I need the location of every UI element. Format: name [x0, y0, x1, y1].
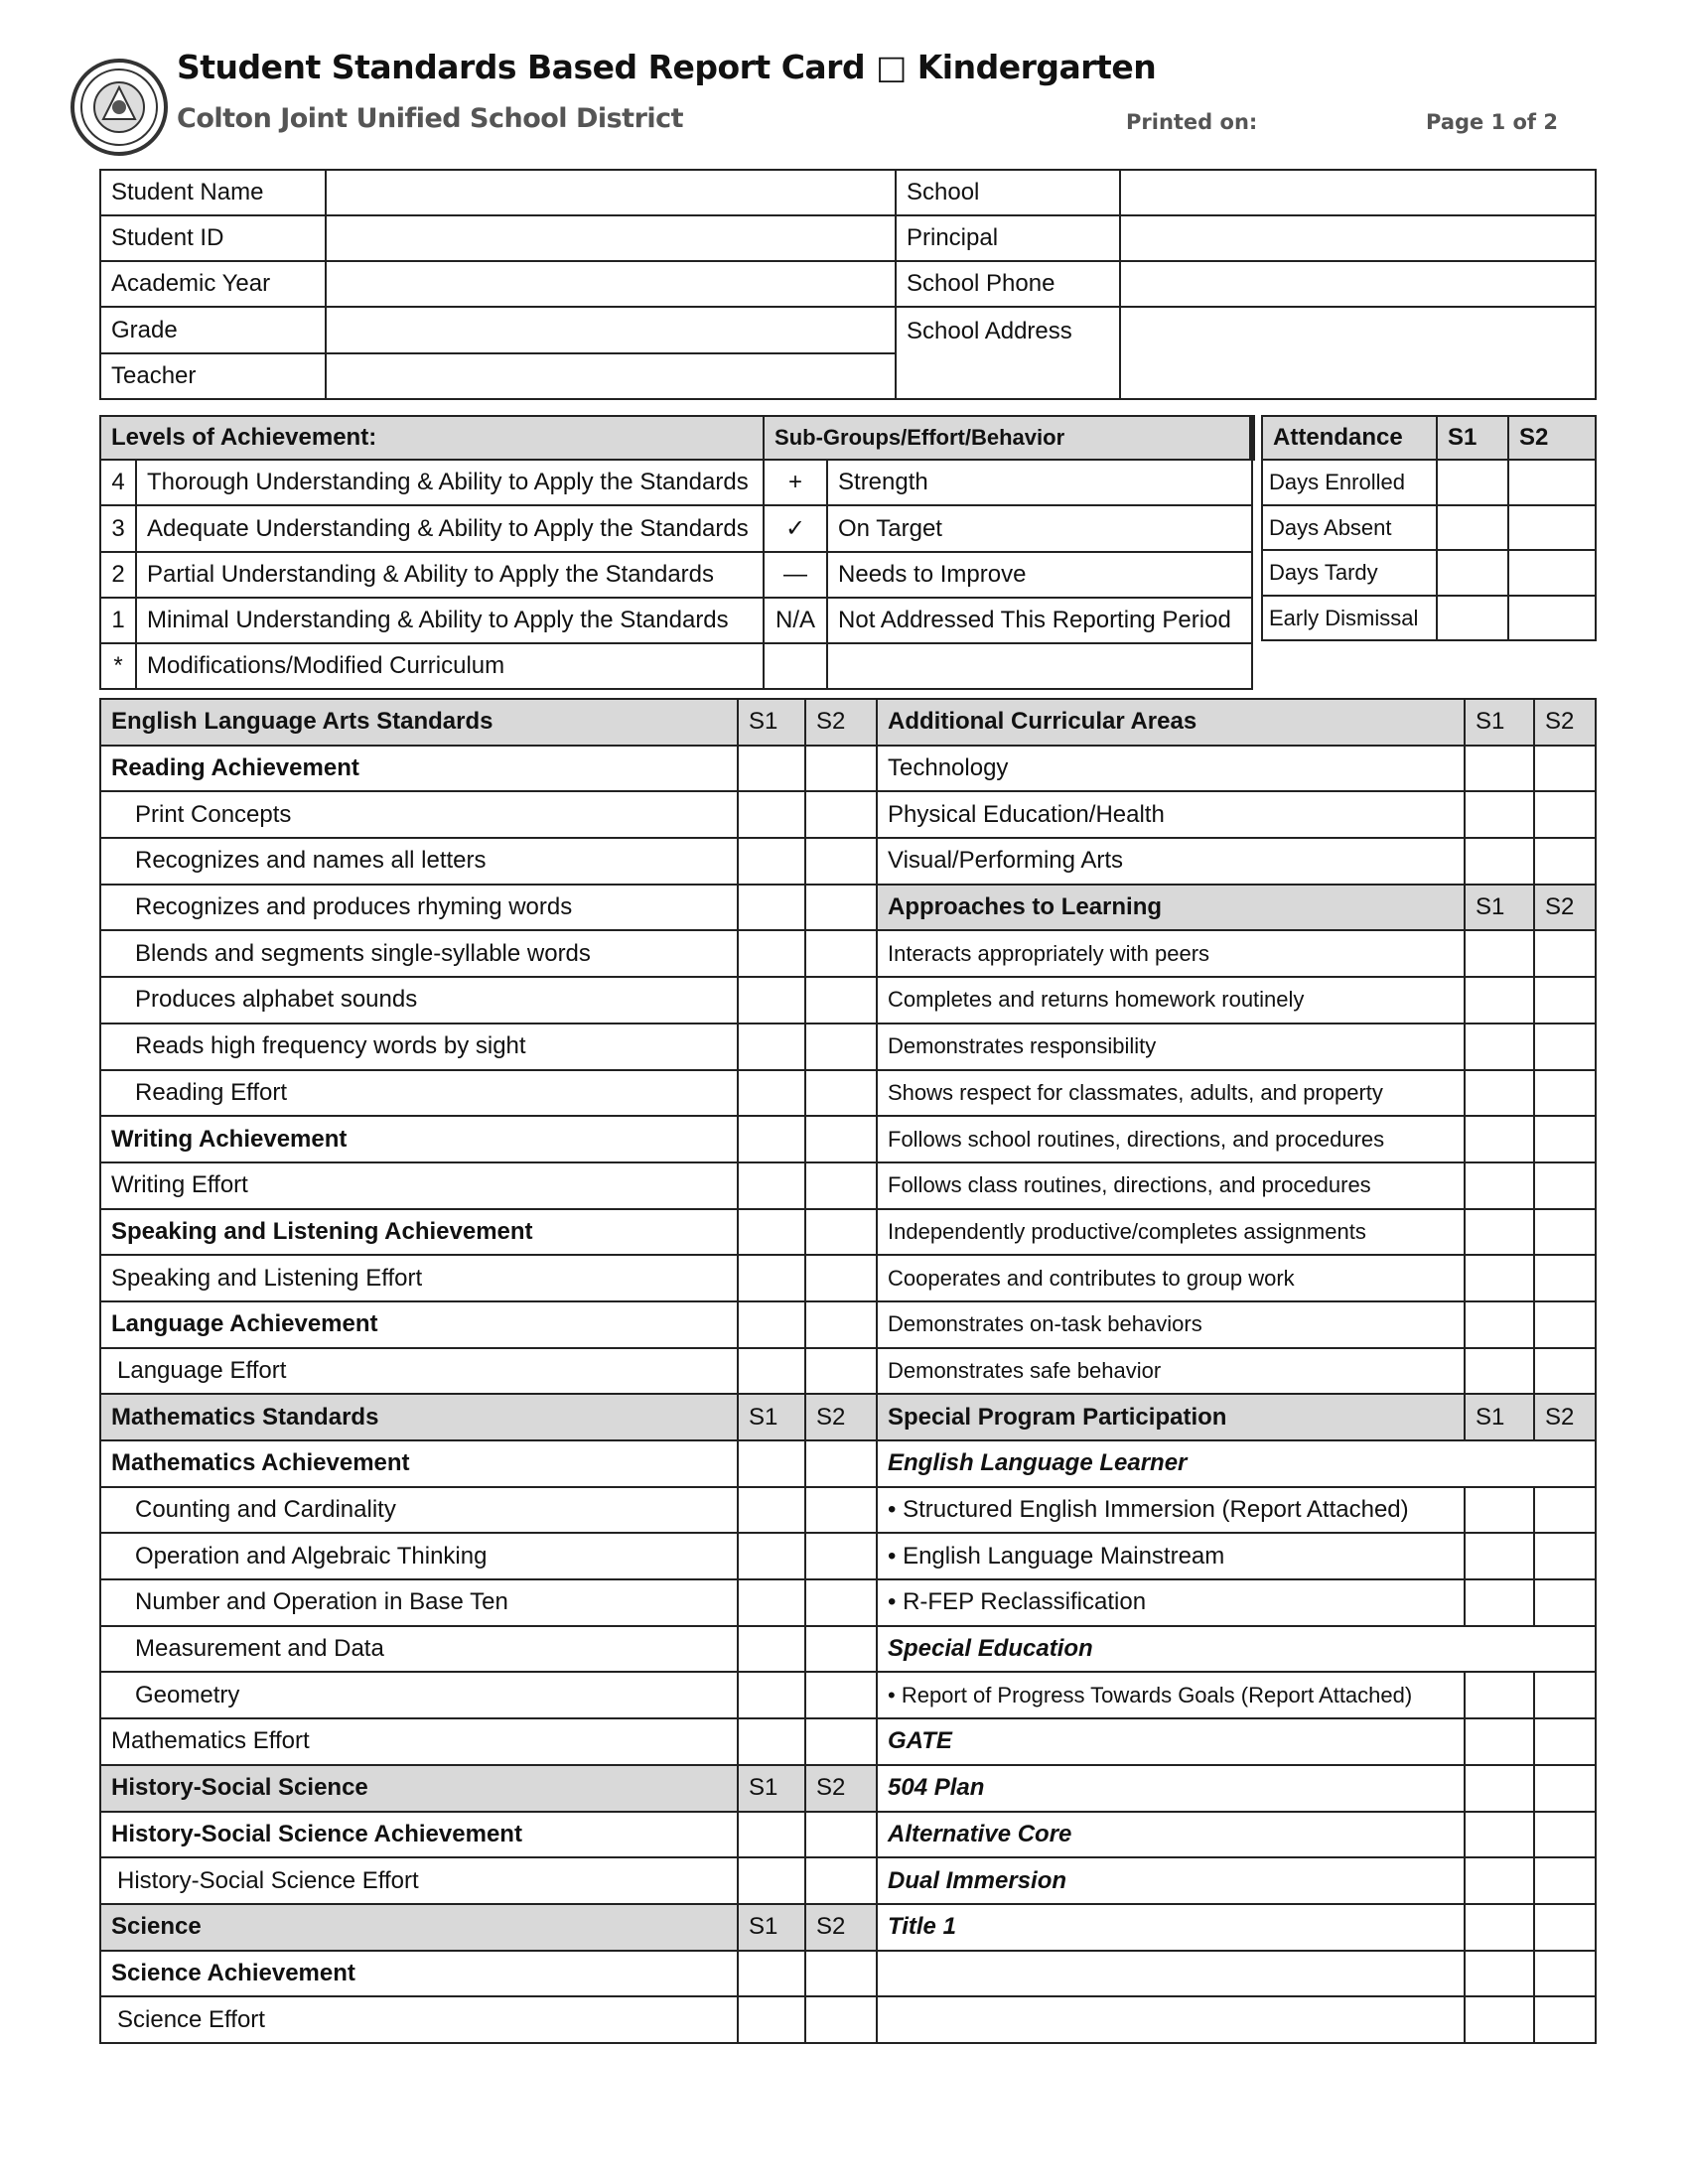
s2-grade-cell[interactable] — [1534, 1255, 1596, 1301]
standard-label: Alternative Core — [877, 1812, 1465, 1858]
math-header: Mathematics Standards — [100, 1394, 738, 1440]
s1-grade-cell[interactable] — [1465, 1533, 1534, 1579]
s2-grade-cell[interactable] — [1534, 1209, 1596, 1256]
s1-grade-cell[interactable] — [1465, 1255, 1534, 1301]
s1-header: S1 — [1465, 885, 1534, 931]
s2-header: S2 — [805, 1904, 877, 1951]
approaches-header: Approaches to Learning — [877, 885, 1465, 931]
standard-label: History-Social Science Achievement — [100, 1812, 738, 1858]
s1-grade-cell[interactable] — [738, 1162, 805, 1209]
standard-label: Dual Immersion — [877, 1857, 1465, 1904]
standard-label: Print Concepts — [100, 791, 738, 838]
s1-grade-cell[interactable] — [1465, 930, 1534, 977]
s2-header: S2 — [1534, 1394, 1596, 1440]
page-title: Student Standards Based Report Card □ Kindergarten — [177, 48, 1157, 86]
checkmark-icon: ✓ — [764, 505, 827, 552]
standard-label: Language Effort — [100, 1348, 738, 1395]
level-number: 3 — [100, 505, 136, 552]
label-student-id: Student ID — [100, 215, 326, 261]
standard-label: Mathematics Effort — [100, 1718, 738, 1765]
subgroups-title: Sub-Groups/Effort/Behavior — [764, 416, 1252, 460]
s1-cell[interactable] — [1437, 596, 1508, 640]
s2-header: S2 — [805, 1765, 877, 1812]
level-number: * — [100, 643, 136, 689]
label-school-phone: School Phone — [896, 261, 1120, 307]
s1-grade-cell[interactable] — [738, 1440, 805, 1487]
standard-label: Demonstrates safe behavior — [877, 1348, 1465, 1395]
s1-grade-cell[interactable] — [1465, 1116, 1534, 1162]
s1-grade-cell[interactable] — [738, 1255, 805, 1301]
s2-cell[interactable] — [1508, 550, 1596, 596]
s2-grade-cell[interactable] — [1534, 746, 1596, 792]
standard-label: • Report of Progress Towards Goals (Report Attached) — [877, 1672, 1465, 1718]
level-description: Thorough Understanding & Ability to Apply the Standards — [136, 460, 764, 505]
s1-grade-cell[interactable] — [1465, 1765, 1534, 1812]
s2-grade-cell[interactable] — [1534, 1579, 1596, 1626]
standard-label: Recognizes and names all letters — [100, 838, 738, 885]
s2-grade-cell[interactable] — [805, 1718, 877, 1765]
s1-grade-cell[interactable] — [1465, 1951, 1534, 1997]
s1-header: S1 — [1465, 1394, 1534, 1440]
s2-grade-cell[interactable] — [805, 1996, 877, 2043]
s1-grade-cell[interactable] — [738, 838, 805, 885]
s1-grade-cell[interactable] — [1465, 746, 1534, 792]
standard-label: Geometry — [100, 1672, 738, 1718]
s2-grade-cell[interactable] — [1534, 1904, 1596, 1951]
hss-header: History-Social Science — [100, 1765, 738, 1812]
level-description: Adequate Understanding & Ability to Apply the Standards — [136, 505, 764, 552]
label-academic-year: Academic Year — [100, 261, 326, 307]
s2-grade-cell[interactable] — [805, 1626, 877, 1673]
printed-on-label: Printed on: — [1126, 110, 1258, 134]
standard-label: Visual/Performing Arts — [877, 838, 1465, 885]
s1-grade-cell[interactable] — [1465, 1024, 1534, 1070]
s1-grade-cell[interactable] — [738, 1857, 805, 1904]
s2-grade-cell[interactable] — [805, 885, 877, 931]
standard-label: Mathematics Achievement — [100, 1440, 738, 1487]
field-student-id[interactable] — [326, 215, 896, 261]
label-school: School — [896, 170, 1120, 215]
s2-header: S2 — [1534, 699, 1596, 746]
s1-grade-cell[interactable] — [738, 1996, 805, 2043]
s1-grade-cell[interactable] — [1465, 1070, 1534, 1117]
district-name: Colton Joint Unified School District — [177, 103, 684, 134]
s2-grade-cell[interactable] — [805, 1024, 877, 1070]
attendance-table — [1261, 415, 1597, 641]
s2-grade-cell[interactable] — [1534, 791, 1596, 838]
attendance-days-absent: Days Absent — [1262, 505, 1437, 550]
s2-grade-cell[interactable] — [1534, 930, 1596, 977]
standard-label: Independently productive/completes assignments — [877, 1209, 1465, 1256]
standard-label: History-Social Science Effort — [100, 1857, 738, 1904]
s1-grade-cell[interactable] — [1465, 1904, 1534, 1951]
standard-label: Completes and returns homework routinely — [877, 977, 1465, 1024]
s2-grade-cell[interactable] — [1534, 1857, 1596, 1904]
s1-grade-cell[interactable] — [738, 930, 805, 977]
ela-header: English Language Arts Standards — [100, 699, 738, 746]
standard-label: Recognizes and produces rhyming words — [100, 885, 738, 931]
standard-label: Number and Operation in Base Ten — [100, 1579, 738, 1626]
s2-grade-cell[interactable] — [1534, 1996, 1596, 2043]
s1-grade-cell[interactable] — [1465, 1672, 1534, 1718]
s1-header: S1 — [738, 1765, 805, 1812]
standard-label: Shows respect for classmates, adults, and property — [877, 1070, 1465, 1117]
s2-grade-cell[interactable] — [805, 977, 877, 1024]
attendance-days-enrolled: Days Enrolled — [1262, 460, 1437, 505]
s2-cell[interactable] — [1508, 596, 1596, 640]
s2-header: S2 — [1534, 885, 1596, 931]
standard-label: Physical Education/Health — [877, 791, 1465, 838]
behavior-description: Strength — [827, 460, 1252, 505]
s1-grade-cell[interactable] — [1465, 1996, 1534, 2043]
s2-grade-cell[interactable] — [805, 1579, 877, 1626]
field-school-phone[interactable] — [1120, 261, 1596, 307]
standards-grades-table — [99, 698, 878, 2044]
standard-label: GATE — [877, 1718, 1465, 1765]
s2-grade-cell[interactable] — [1534, 838, 1596, 885]
field-school[interactable] — [1120, 170, 1596, 215]
level-description: Minimal Understanding & Ability to Apply the Standards — [136, 598, 764, 643]
behavior-description: Not Addressed This Reporting Period — [827, 598, 1252, 643]
levels-title: Levels of Achievement: — [100, 416, 764, 460]
label-teacher: Teacher — [100, 353, 326, 399]
standard-label: Operation and Algebraic Thinking — [100, 1533, 738, 1579]
s1-header: S1 — [738, 1394, 805, 1440]
special-header: Special Program Participation — [877, 1394, 1465, 1440]
standard-label: • English Language Mainstream — [877, 1533, 1465, 1579]
s1-grade-cell[interactable] — [738, 1301, 805, 1348]
field-principal[interactable] — [1120, 215, 1596, 261]
behavior-symbol: N/A — [764, 598, 827, 643]
s1-cell[interactable] — [1437, 460, 1508, 505]
s2-grade-cell[interactable] — [1534, 1070, 1596, 1117]
s2-grade-cell[interactable] — [1534, 1116, 1596, 1162]
s1-grade-cell[interactable] — [738, 791, 805, 838]
s1-grade-cell[interactable] — [738, 1116, 805, 1162]
s2-grade-cell[interactable] — [805, 1812, 877, 1858]
level-number: 2 — [100, 552, 136, 598]
s1-grade-cell[interactable] — [1465, 1812, 1534, 1858]
standard-label: Science Achievement — [100, 1951, 738, 1997]
standard-label: Follows class routines, directions, and procedures — [877, 1162, 1465, 1209]
standard-label: Title 1 — [877, 1904, 1465, 1951]
behavior-symbol — [764, 643, 827, 689]
s2-grade-cell[interactable] — [805, 1116, 877, 1162]
s2-grade-cell[interactable] — [805, 746, 877, 792]
s2-grade-cell[interactable] — [805, 1440, 877, 1487]
section-subheading: Special Education — [877, 1626, 1596, 1673]
standard-label: Language Achievement — [100, 1301, 738, 1348]
additional-areas-table — [876, 698, 1597, 2044]
s1-grade-cell[interactable] — [1465, 1162, 1534, 1209]
science-header: Science — [100, 1904, 738, 1951]
s1-grade-cell[interactable] — [738, 1812, 805, 1858]
behavior-description — [827, 643, 1252, 689]
label-school-address: School Address — [896, 307, 1120, 399]
field-school-address[interactable] — [1120, 307, 1596, 399]
field-academic-year[interactable] — [326, 261, 896, 307]
standard-label: Produces alphabet sounds — [100, 977, 738, 1024]
s1-grade-cell[interactable] — [1465, 838, 1534, 885]
attendance-title: Attendance — [1262, 416, 1437, 460]
s1-grade-cell[interactable] — [738, 1070, 805, 1117]
s1-grade-cell[interactable] — [738, 1533, 805, 1579]
s1-grade-cell[interactable] — [1465, 1579, 1534, 1626]
levels-legend-table — [99, 415, 1255, 690]
level-number: 4 — [100, 460, 136, 505]
s2-grade-cell[interactable] — [1534, 1533, 1596, 1579]
label-principal: Principal — [896, 215, 1120, 261]
attendance-early-dismissal: Early Dismissal — [1262, 596, 1437, 640]
standard-label: Interacts appropriately with peers — [877, 930, 1465, 977]
s2-grade-cell[interactable] — [1534, 977, 1596, 1024]
s1-grade-cell[interactable] — [738, 1672, 805, 1718]
s2-header: S2 — [805, 1394, 877, 1440]
additional-header: Additional Curricular Areas — [877, 699, 1465, 746]
s1-grade-cell[interactable] — [738, 1579, 805, 1626]
level-description: Modifications/Modified Curriculum — [136, 643, 764, 689]
field-student-name[interactable] — [326, 170, 896, 215]
s1-grade-cell[interactable] — [1465, 1301, 1534, 1348]
district-seal-logo — [70, 58, 169, 157]
s1-grade-cell[interactable] — [738, 1024, 805, 1070]
standard-label: Cooperates and contributes to group work — [877, 1255, 1465, 1301]
s1-grade-cell[interactable] — [738, 977, 805, 1024]
standard-label: Speaking and Listening Achievement — [100, 1209, 738, 1256]
s2-grade-cell[interactable] — [1534, 1812, 1596, 1858]
s2-grade-cell[interactable] — [1534, 1951, 1596, 1997]
s2-grade-cell[interactable] — [805, 791, 877, 838]
behavior-description: Needs to Improve — [827, 552, 1252, 598]
s1-header: S1 — [738, 699, 805, 746]
s1-grade-cell[interactable] — [738, 1951, 805, 1997]
standard-label: Science Effort — [100, 1996, 738, 2043]
standard-label: Reading Effort — [100, 1070, 738, 1117]
s1-header: S1 — [1437, 416, 1508, 460]
s2-grade-cell[interactable] — [1534, 1487, 1596, 1534]
standard-label — [877, 1951, 1465, 1997]
s2-grade-cell[interactable] — [805, 1487, 877, 1534]
s2-grade-cell[interactable] — [1534, 1301, 1596, 1348]
s2-cell[interactable] — [1508, 505, 1596, 550]
level-description: Partial Understanding & Ability to Apply the Standards — [136, 552, 764, 598]
field-grade[interactable] — [326, 307, 896, 353]
standard-label: • Structured English Immersion (Report Attached) — [877, 1487, 1465, 1534]
standard-label: Reading Achievement — [100, 746, 738, 792]
s2-grade-cell[interactable] — [805, 1672, 877, 1718]
s1-grade-cell[interactable] — [1465, 1209, 1534, 1256]
s2-grade-cell[interactable] — [805, 838, 877, 885]
s2-grade-cell[interactable] — [805, 1255, 877, 1301]
s1-grade-cell[interactable] — [1465, 1718, 1534, 1765]
standard-label: Measurement and Data — [100, 1626, 738, 1673]
s2-grade-cell[interactable] — [805, 1348, 877, 1395]
field-teacher[interactable] — [326, 353, 896, 399]
label-grade: Grade — [100, 307, 326, 353]
label-student-name: Student Name — [100, 170, 326, 215]
s2-header: S2 — [805, 699, 877, 746]
standard-label — [877, 1996, 1465, 2043]
section-subheading: English Language Learner — [877, 1440, 1596, 1487]
s1-cell[interactable] — [1437, 505, 1508, 550]
s2-grade-cell[interactable] — [1534, 1348, 1596, 1395]
level-number: 1 — [100, 598, 136, 643]
s1-grade-cell[interactable] — [1465, 1857, 1534, 1904]
standard-label: • R-FEP Reclassification — [877, 1579, 1465, 1626]
s2-grade-cell[interactable] — [1534, 1765, 1596, 1812]
s2-grade-cell[interactable] — [1534, 1672, 1596, 1718]
standard-label: Writing Achievement — [100, 1116, 738, 1162]
s2-grade-cell[interactable] — [805, 1301, 877, 1348]
standard-label: Speaking and Listening Effort — [100, 1255, 738, 1301]
s1-grade-cell[interactable] — [738, 1718, 805, 1765]
s1-grade-cell[interactable] — [1465, 1487, 1534, 1534]
behavior-symbol: — — [764, 552, 827, 598]
s2-grade-cell[interactable] — [805, 1162, 877, 1209]
standard-label: Writing Effort — [100, 1162, 738, 1209]
s1-grade-cell[interactable] — [738, 1487, 805, 1534]
page-number: Page 1 of 2 — [1426, 110, 1558, 134]
s1-grade-cell[interactable] — [1465, 791, 1534, 838]
standard-label: Reads high frequency words by sight — [100, 1024, 738, 1070]
behavior-description: On Target — [827, 505, 1252, 552]
standard-label: Demonstrates on-task behaviors — [877, 1301, 1465, 1348]
standard-label: Demonstrates responsibility — [877, 1024, 1465, 1070]
standard-label: Technology — [877, 746, 1465, 792]
s2-grade-cell[interactable] — [805, 1857, 877, 1904]
s1-grade-cell[interactable] — [738, 1348, 805, 1395]
standard-label: 504 Plan — [877, 1765, 1465, 1812]
s2-grade-cell[interactable] — [1534, 1162, 1596, 1209]
standard-label: Follows school routines, directions, and procedures — [877, 1116, 1465, 1162]
s1-header: S1 — [738, 1904, 805, 1951]
s2-grade-cell[interactable] — [805, 1951, 877, 1997]
s1-grade-cell[interactable] — [1465, 977, 1534, 1024]
s2-grade-cell[interactable] — [805, 1070, 877, 1117]
s1-grade-cell[interactable] — [738, 1626, 805, 1673]
s1-grade-cell[interactable] — [738, 746, 805, 792]
attendance-days-tardy: Days Tardy — [1262, 550, 1437, 596]
student-info-table — [99, 169, 1597, 400]
standard-label: Counting and Cardinality — [100, 1487, 738, 1534]
s1-grade-cell[interactable] — [738, 885, 805, 931]
s1-grade-cell[interactable] — [1465, 1348, 1534, 1395]
s1-cell[interactable] — [1437, 550, 1508, 596]
s2-grade-cell[interactable] — [805, 930, 877, 977]
standard-label: Blends and segments single-syllable words — [100, 930, 738, 977]
s1-grade-cell[interactable] — [738, 1209, 805, 1256]
s2-grade-cell[interactable] — [805, 1533, 877, 1579]
s2-header: S2 — [1508, 416, 1596, 460]
s2-cell[interactable] — [1508, 460, 1596, 505]
s2-grade-cell[interactable] — [805, 1209, 877, 1256]
behavior-symbol: + — [764, 460, 827, 505]
s1-header: S1 — [1465, 699, 1534, 746]
s2-grade-cell[interactable] — [1534, 1024, 1596, 1070]
s2-grade-cell[interactable] — [1534, 1718, 1596, 1765]
